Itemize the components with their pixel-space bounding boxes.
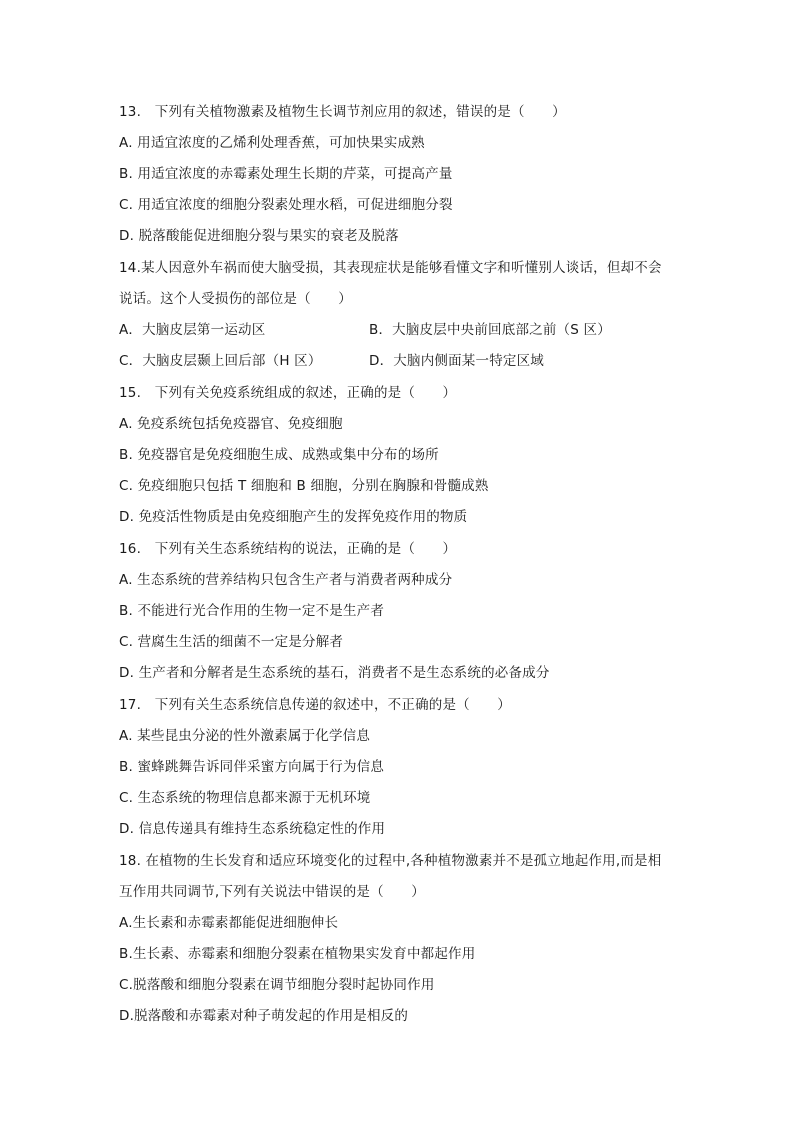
question-13-option-a: A. 用适宜浓度的乙烯利处理香蕉，可加快果实成熟 [119, 135, 425, 151]
question-18-option-a: A.生长素和赤霉素都能促进细胞伸长 [119, 915, 339, 931]
question-17-stem: 17. 下列有关生态系统信息传递的叙述中，不正确的是（ ） [119, 697, 511, 713]
question-14-stem-line-1: 14.某人因意外车祸而使大脑受损，其表现症状是能够看懂文字和听懂别人谈话，但却不会 [119, 260, 662, 276]
question-15-option-c: C. 免疫细胞只包括 T 细胞和 B 细胞，分别在胸腺和骨髓成熟 [119, 478, 489, 494]
question-14-option-b: B．大脑皮层中央前回底部之前（S 区） [369, 322, 611, 338]
question-14-option-d: D．大脑内侧面某一特定区域 [369, 353, 544, 369]
question-16-option-b: B. 不能进行光合作用的生物一定不是生产者 [119, 603, 385, 619]
question-16-option-a: A. 生态系统的营养结构只包含生产者与消费者两种成分 [119, 572, 453, 588]
question-15-option-a: A. 免疫系统包括免疫器官、免疫细胞 [119, 416, 343, 432]
question-15-option-d: D. 免疫活性物质是由免疫细胞产生的发挥免疫作用的物质 [119, 509, 468, 525]
question-14-stem-line-2: 说话。这个人受损伤的部位是（ ） [119, 291, 352, 307]
question-18-stem-line-2: 互作用共同调节,下列有关说法中错误的是（ ） [119, 884, 425, 900]
question-17-option-a: A. 某些昆虫分泌的性外激素属于化学信息 [119, 728, 371, 744]
question-16-stem: 16. 下列有关生态系统结构的说法，正确的是（ ） [119, 541, 457, 557]
question-13-option-b: B. 用适宜浓度的赤霉素处理生长期的芹菜，可提高产量 [119, 166, 453, 182]
question-18-option-b: B.生长素、赤霉素和细胞分裂素在植物果实发育中都起作用 [119, 946, 476, 962]
question-16-option-d: D. 生产者和分解者是生态系统的基石，消费者不是生态系统的必备成分 [119, 665, 550, 681]
question-13-stem: 13. 下列有关植物激素及植物生长调节剂应用的叙述，错误的是（ ） [119, 104, 566, 120]
question-16-option-c: C. 营腐生生活的细菌不一定是分解者 [119, 634, 344, 650]
question-15-stem: 15. 下列有关免疫系统组成的叙述，正确的是（ ） [119, 385, 457, 401]
question-18-option-d: D.脱落酸和赤霉素对种子萌发起的作用是相反的 [119, 1008, 409, 1024]
question-14-option-a: A．大脑皮层第一运动区 [119, 322, 266, 338]
question-17-option-d: D. 信息传递具有维持生态系统稳定性的作用 [119, 821, 386, 837]
question-18-option-c: C.脱落酸和细胞分裂素在调节细胞分裂时起协同作用 [119, 977, 435, 993]
question-17-option-c: C. 生态系统的物理信息都来源于无机环境 [119, 790, 371, 806]
question-13-option-d: D. 脱落酸能促进细胞分裂与果实的衰老及脱落 [119, 228, 399, 244]
question-13-option-c: C. 用适宜浓度的细胞分裂素处理水稻，可促进细胞分裂 [119, 197, 453, 213]
question-15-option-b: B. 免疫器官是免疫细胞生成、成熟或集中分布的场所 [119, 447, 439, 463]
question-18-stem-line-1: 18. 在植物的生长发育和适应环境变化的过程中,各种植物激素并不是孤立地起作用,而是相 [119, 853, 662, 869]
question-17-option-b: B. 蜜蜂跳舞告诉同伴采蜜方向属于行为信息 [119, 759, 385, 775]
question-14-option-c: C．大脑皮层颞上回后部（H 区） [119, 353, 322, 369]
